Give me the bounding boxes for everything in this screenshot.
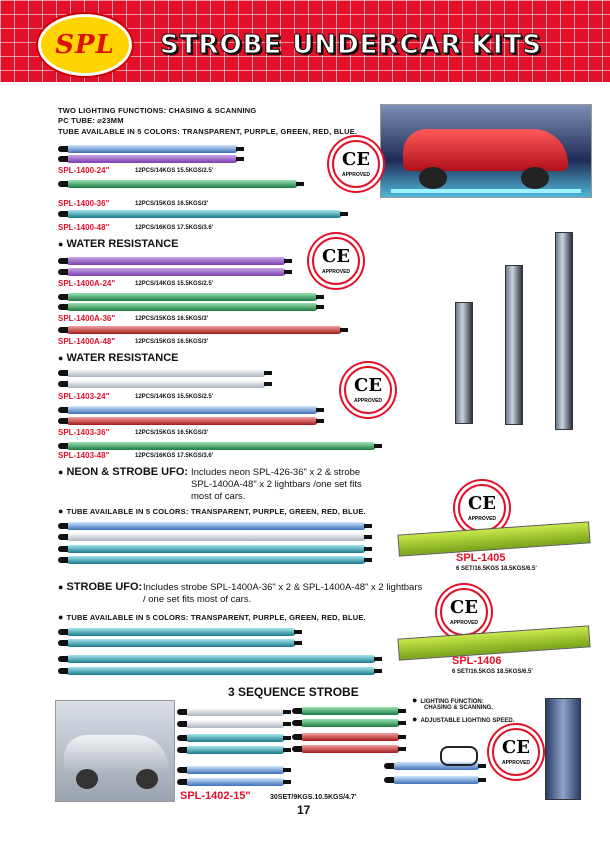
pack-info: 12PCS/16KGS 17.5KGS/3.6' bbox=[135, 453, 214, 459]
tube-clear bbox=[66, 369, 266, 377]
ce-mark: CE bbox=[467, 493, 497, 514]
strobe-tube bbox=[300, 733, 400, 741]
product-code: SPL-1403-48" bbox=[58, 451, 110, 460]
pack-info: 12PCS/15KGS 16.5KGS/3' bbox=[135, 201, 209, 207]
tube-green bbox=[66, 293, 318, 301]
product-code: SPL-1400A-48" bbox=[58, 337, 116, 346]
car-wheel bbox=[521, 167, 549, 189]
feature-line: CHASING & SCANNING. bbox=[424, 705, 494, 711]
product-code: SPL-1403-24" bbox=[58, 392, 110, 401]
tube-purple bbox=[66, 257, 286, 265]
section-title: 3 SEQUENCE STROBE bbox=[228, 685, 359, 699]
section-heading: ● WATER RESISTANCE bbox=[58, 238, 178, 250]
strobe-tube bbox=[66, 545, 366, 553]
spl-logo bbox=[38, 14, 132, 76]
neon-ufo-desc: SPL-1400A-48" x 2 lightbars /one set fits bbox=[191, 479, 362, 490]
strobe-ufo-label: ● STROBE UFO: bbox=[58, 581, 142, 593]
ce-approved-badge bbox=[458, 484, 506, 532]
pack-info: 12PCS/15KGS 16.5KGS/3' bbox=[135, 430, 209, 436]
ce-mark: CE bbox=[501, 737, 531, 758]
strobe-tube bbox=[300, 707, 400, 715]
neon-ufo-desc: Includes neon SPL-426-36" x 2 & strobe bbox=[191, 467, 361, 478]
car-body bbox=[64, 735, 168, 775]
page-title: STROBE UNDERCAR KITS bbox=[160, 30, 543, 60]
ce-approved-text: APPROVED bbox=[467, 516, 497, 522]
pack-info: 30SET/9KGS.10.5KGS/4.7' bbox=[270, 794, 357, 801]
strobe-ufo-desc: / one set fits most of cars. bbox=[143, 594, 252, 605]
ce-approved-badge bbox=[492, 728, 540, 776]
packaged-tube bbox=[455, 302, 473, 424]
feature-line: ● LIGHTING FUNCTION: bbox=[412, 695, 484, 705]
car-body bbox=[403, 129, 568, 171]
tube-purple bbox=[66, 155, 238, 163]
pack-info: 12PCS/16KGS 17.5KGS/3.6' bbox=[135, 225, 214, 231]
underglow bbox=[391, 189, 581, 193]
ce-approved-badge bbox=[440, 588, 488, 636]
section-heading: ● WATER RESISTANCE bbox=[58, 352, 178, 364]
strobe-tube bbox=[185, 746, 285, 754]
ce-approved-text: APPROVED bbox=[353, 398, 383, 404]
car-wheel bbox=[76, 769, 98, 789]
intro-line-1: TWO LIGHTING FUNCTIONS: CHASING & SCANNING bbox=[58, 106, 257, 115]
tube-clear bbox=[66, 145, 238, 153]
pack-info: 12PCS/14KGS 15.5KGS/2.5' bbox=[135, 168, 214, 174]
strobe-tube bbox=[392, 776, 480, 784]
neon-ufo-label: ● NEON & STROBE UFO: bbox=[58, 466, 188, 478]
ce-mark: CE bbox=[449, 597, 479, 618]
intro-line-3: TUBE AVAILABLE IN 5 COLORS: TRANSPARENT, PURPLE, GREEN, RED, BLUE. bbox=[58, 127, 358, 136]
strobe-tube bbox=[66, 655, 376, 663]
ce-approved-text: APPROVED bbox=[341, 172, 371, 178]
product-code: SPL-1400-48" bbox=[58, 223, 110, 232]
tube-red bbox=[66, 417, 318, 425]
ce-approved-badge bbox=[344, 366, 392, 414]
page-number: 17 bbox=[297, 803, 311, 817]
product-code: SPL-1400A-36" bbox=[58, 314, 116, 323]
pack-info: 6 SET/16.5KGS 18.5KGS/6.5' bbox=[452, 669, 533, 675]
strobe-tube bbox=[66, 556, 366, 564]
silver-car-photo bbox=[55, 700, 175, 802]
pack-info: 12PCS/14KGS 15.5KGS/2.5' bbox=[135, 394, 214, 400]
tube-clear bbox=[66, 380, 266, 388]
ce-approved-text: APPROVED bbox=[321, 269, 351, 275]
product-code: SPL-1400-24" bbox=[58, 166, 110, 175]
tube-red bbox=[66, 326, 342, 334]
ce-mark: CE bbox=[353, 375, 383, 396]
logo-text: SPL bbox=[55, 30, 115, 60]
neon-ufo-desc: most of cars. bbox=[191, 491, 246, 502]
colors-line: ● TUBE AVAILABLE IN 5 COLORS: TRANSPARENT, PURPLE, GREEN, RED, BLUE. bbox=[58, 612, 366, 622]
pack-info: 12PCS/15KGS 16.5KGS/3' bbox=[135, 316, 209, 322]
strobe-tube bbox=[185, 766, 285, 774]
retail-package bbox=[545, 698, 581, 800]
strobe-tube bbox=[300, 745, 400, 753]
packaged-tube bbox=[505, 265, 523, 425]
packaged-tube bbox=[555, 232, 573, 430]
ce-approved-text: APPROVED bbox=[449, 620, 479, 626]
control-cable bbox=[440, 746, 478, 766]
strobe-ufo-desc: Includes strobe SPL-1400A-36" x 2 & SPL-1400A-48" x 2 lightbars bbox=[143, 582, 423, 593]
product-code: SPL-1403-36" bbox=[58, 428, 110, 437]
tube-green bbox=[66, 442, 376, 450]
ce-mark: CE bbox=[321, 246, 351, 267]
pack-info: 6 SET/16.5KGS 18.5KGS/6.5' bbox=[456, 566, 537, 572]
product-code: SPL-1400-36" bbox=[58, 199, 110, 208]
pack-info: 12PCS/15KGS 16.5KGS/3' bbox=[135, 339, 209, 345]
colors-line: ● TUBE AVAILABLE IN 5 COLORS: TRANSPARENT, PURPLE, GREEN, RED, BLUE. bbox=[58, 506, 366, 516]
tube-blue bbox=[66, 406, 318, 414]
neon-tube bbox=[66, 522, 366, 530]
strobe-tube bbox=[66, 667, 376, 675]
tube-green bbox=[66, 180, 298, 188]
strobe-tube bbox=[185, 778, 285, 786]
strobe-tube bbox=[300, 719, 400, 727]
feature-line: ● ADJUSTABLE LIGHTING SPEED. bbox=[412, 714, 514, 724]
neon-tube bbox=[66, 533, 366, 541]
product-code: SPL-1406 bbox=[452, 655, 502, 667]
car-wheel bbox=[419, 167, 447, 189]
product-code: SPL-1402-15" bbox=[180, 790, 251, 802]
ce-approved-badge bbox=[312, 237, 360, 285]
strobe-tube bbox=[66, 628, 296, 636]
tube-purple bbox=[66, 268, 286, 276]
red-car-photo bbox=[380, 104, 592, 198]
tube-green bbox=[66, 303, 318, 311]
product-code: SPL-1400A-24" bbox=[58, 279, 116, 288]
intro-line-2: PC TUBE: ⌀23MM bbox=[58, 116, 124, 125]
car-wheel bbox=[136, 769, 158, 789]
ce-approved-badge bbox=[332, 140, 380, 188]
ce-approved-text: APPROVED bbox=[501, 760, 531, 766]
strobe-tube bbox=[185, 720, 285, 728]
ce-mark: CE bbox=[341, 149, 371, 170]
strobe-tube bbox=[66, 639, 296, 647]
strobe-tube bbox=[185, 708, 285, 716]
product-code: SPL-1405 bbox=[456, 552, 506, 564]
pack-info: 12PCS/14KGS 15.5KGS/2.5' bbox=[135, 281, 214, 287]
strobe-tube bbox=[185, 734, 285, 742]
tube-teal bbox=[66, 210, 342, 218]
